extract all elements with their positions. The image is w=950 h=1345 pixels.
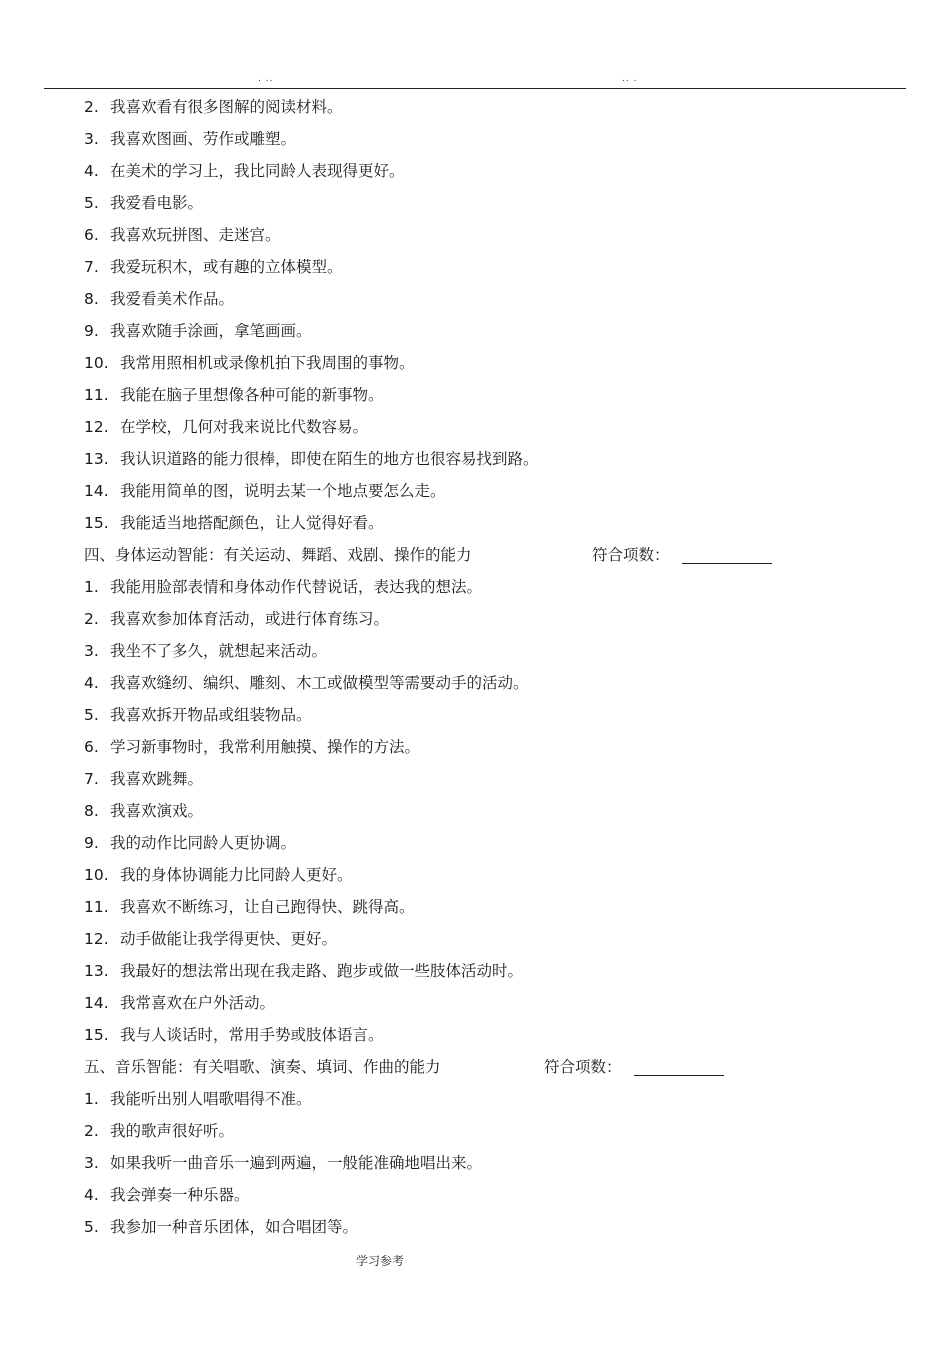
list-item (84, 827, 296, 859)
list-item (84, 1019, 384, 1051)
section-heading (84, 539, 670, 571)
item-number: 8. (84, 290, 99, 308)
item-text: 我常用照相机或录像机拍下我周围的事物。 (120, 354, 415, 372)
item-number: 5. (84, 194, 99, 212)
item-number: 9. (84, 322, 99, 340)
item-number: 11. (84, 898, 109, 916)
list-item (84, 955, 523, 987)
item-text: 我喜欢看有很多图解的阅读材料。 (110, 98, 343, 116)
item-number: 11. (84, 386, 109, 404)
item-number: 8. (84, 802, 99, 820)
list-item (84, 123, 296, 155)
list-item (84, 1083, 312, 1115)
list-item (84, 603, 389, 635)
item-number: 4. (84, 674, 99, 692)
item-text: 我爱玩积木，或有趣的立体模型。 (110, 258, 343, 276)
list-item (84, 475, 446, 507)
item-text: 在美术的学习上，我比同龄人表现得更好。 (110, 162, 405, 180)
count-blank[interactable] (634, 1057, 724, 1076)
item-text: 我喜欢拆开物品或组装物品。 (110, 706, 312, 724)
item-text: 我喜欢跳舞。 (110, 770, 204, 788)
item-text: 我喜欢玩拼图、走迷宫。 (110, 226, 281, 244)
item-text: 我能用脸部表情和身体动作代替说话，表达我的想法。 (110, 578, 483, 596)
item-number: 5. (84, 706, 99, 724)
item-number: 2. (84, 1122, 99, 1140)
header-marks-left: . .. (258, 74, 274, 84)
list-item (84, 219, 281, 251)
item-number: 14. (84, 482, 109, 500)
list-item (84, 251, 343, 283)
list-item (84, 283, 234, 315)
item-number: 7. (84, 258, 99, 276)
item-number: 5. (84, 1218, 99, 1236)
item-text: 我坐不了多久，就想起来活动。 (110, 642, 328, 660)
item-text: 我能听出别人唱歌唱得不准。 (110, 1090, 312, 1108)
item-text: 我爱看美术作品。 (110, 290, 235, 308)
item-text: 我爱看电影。 (110, 194, 204, 212)
item-text: 我与人谈话时，常用手势或肢体语言。 (120, 1026, 384, 1044)
item-text: 在学校，几何对我来说比代数容易。 (120, 418, 369, 436)
item-text: 我的身体协调能力比同龄人更好。 (120, 866, 353, 884)
item-text: 我能在脑子里想像各种可能的新事物。 (120, 386, 384, 404)
item-text: 我的动作比同龄人更协调。 (110, 834, 297, 852)
list-item (84, 891, 415, 923)
item-text: 我喜欢图画、劳作或雕塑。 (110, 130, 297, 148)
list-item (84, 667, 529, 699)
list-item (84, 859, 353, 891)
list-item (84, 91, 343, 123)
list-item (84, 699, 312, 731)
list-item (84, 1179, 250, 1211)
list-item (84, 795, 203, 827)
count-label: 符合项数： (592, 546, 670, 564)
item-number: 15. (84, 1026, 109, 1044)
item-text: 学习新事物时，我常利用触摸、操作的方法。 (110, 738, 421, 756)
header-marks-right: .. . (622, 74, 638, 84)
list-item (84, 507, 384, 539)
list-item (84, 1147, 482, 1179)
list-item (84, 347, 415, 379)
page-footer: 学习参考 (356, 1254, 405, 1268)
item-text: 我会弹奏一种乐器。 (110, 1186, 250, 1204)
list-item (84, 379, 384, 411)
item-number: 2. (84, 98, 99, 116)
list-item (84, 635, 327, 667)
item-number: 3. (84, 130, 99, 148)
list-item (84, 763, 203, 795)
item-number: 1. (84, 1090, 99, 1108)
list-item (84, 155, 405, 187)
count-blank[interactable] (682, 545, 772, 564)
item-number: 12. (84, 930, 109, 948)
item-text: 如果我听一曲音乐一遍到两遍，一般能准确地唱出来。 (110, 1154, 483, 1172)
header-rule (44, 88, 906, 89)
item-text: 我的歌声很好听。 (110, 1122, 235, 1140)
list-item (84, 923, 337, 955)
item-number: 3. (84, 642, 99, 660)
item-number: 6. (84, 226, 99, 244)
section-title: 五、音乐智能：有关唱歌、演奏、填词、作曲的能力 (84, 1058, 441, 1076)
item-text: 我喜欢参加体育活动，或进行体育练习。 (110, 610, 390, 628)
item-text: 我能用简单的图，说明去某一个地点要怎么走。 (120, 482, 446, 500)
item-number: 13. (84, 962, 109, 980)
list-item (84, 571, 482, 603)
item-number: 1. (84, 578, 99, 596)
item-number: 10. (84, 866, 109, 884)
list-item (84, 315, 312, 347)
section-heading (84, 1051, 622, 1083)
item-number: 3. (84, 1154, 99, 1172)
item-text: 我认识道路的能力很棒，即使在陌生的地方也很容易找到路。 (120, 450, 539, 468)
item-text: 动手做能让我学得更快、更好。 (120, 930, 338, 948)
item-text: 我能适当地搭配颜色，让人觉得好看。 (120, 514, 384, 532)
item-number: 13. (84, 450, 109, 468)
section-title: 四、身体运动智能：有关运动、舞蹈、戏剧、操作的能力 (84, 546, 472, 564)
item-number: 4. (84, 1186, 99, 1204)
list-item (84, 411, 368, 443)
list-item (84, 731, 420, 763)
item-number: 15. (84, 514, 109, 532)
item-text: 我最好的想法常出现在我走路、跑步或做一些肢体活动时。 (120, 962, 524, 980)
item-number: 2. (84, 610, 99, 628)
list-item (84, 1211, 358, 1243)
item-number: 10. (84, 354, 109, 372)
item-number: 9. (84, 834, 99, 852)
item-text: 我喜欢不断练习，让自己跑得快、跳得高。 (120, 898, 415, 916)
item-text: 我喜欢随手涂画，拿笔画画。 (110, 322, 312, 340)
list-item (84, 187, 203, 219)
item-number: 12. (84, 418, 109, 436)
item-number: 4. (84, 162, 99, 180)
list-item (84, 1115, 234, 1147)
item-number: 6. (84, 738, 99, 756)
list-item (84, 987, 275, 1019)
item-number: 14. (84, 994, 109, 1012)
count-label: 符合项数： (544, 1058, 622, 1076)
count-field (592, 539, 772, 571)
item-text: 我喜欢缝纫、编织、雕刻、木工或做模型等需要动手的活动。 (110, 674, 529, 692)
count-field (544, 1051, 724, 1083)
item-text: 我喜欢演戏。 (110, 802, 204, 820)
list-item (84, 443, 539, 475)
item-text: 我常喜欢在户外活动。 (120, 994, 276, 1012)
item-number: 7. (84, 770, 99, 788)
item-text: 我参加一种音乐团体，如合唱团等。 (110, 1218, 359, 1236)
